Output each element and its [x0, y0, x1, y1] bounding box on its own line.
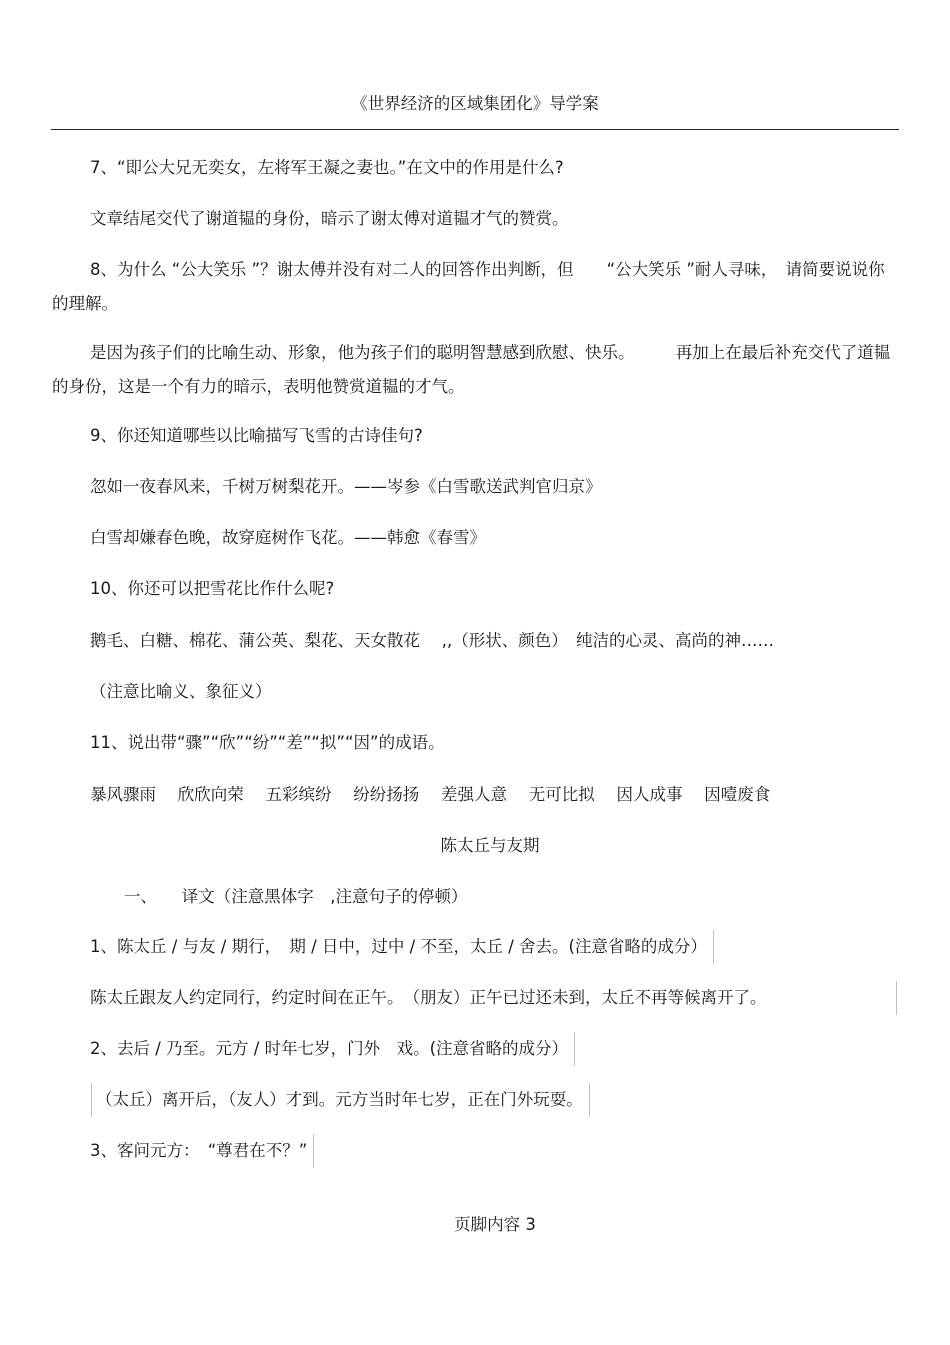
- answer-10-line-2: （注意比喻义、象征义）: [90, 682, 272, 701]
- section-1-heading: 一、 译文（注意黑体字 ,注意句子的停顿）: [124, 887, 468, 906]
- answer-9-poem-2: 白雪却嫌春色晚，故穿庭树作飞花。——韩愈《春雪》: [90, 528, 486, 547]
- answer-7: 文章结尾交代了谢道韫的身份，暗示了谢太傅对道韫才气的赞赏。: [90, 209, 569, 228]
- answer-11-idioms: 暴风骤雨 欣欣向荣 五彩缤纷 纷纷扬扬 差强人意 无可比拟 因人成事 因噎废食: [90, 785, 771, 804]
- answer-10-line-1: 鹅毛、白糖、棉花、蒲公英、梨花、天女散花 ,,（形状、颜色） 纯洁的心灵、高尚的神……: [90, 631, 774, 650]
- question-8: 8、为什么 “公大笑乐 ”？谢太傅并没有对二人的回答作出判断，但 “公大笑乐 ”耐人寻味， 请简要说说你的理解。: [52, 260, 885, 313]
- question-10: 10、你还可以把雪花比作什么呢?: [90, 579, 335, 598]
- question-11: 11、说出带“骤”“欣”“纷”“差”“拟”“因”的成语。: [90, 733, 445, 752]
- sentence-2-original: 2、去后 / 乃至。元方 / 时年七岁，门外 戏。(注意省略的成分）: [90, 1032, 575, 1066]
- question-9: 9、你还知道哪些以比喻描写飞雪的古诗佳句?: [90, 426, 423, 445]
- sentence-1-translation: 陈太丘跟友人约定同行，约定时间在正午。 （朋友）正午已过还未到，太丘不再等候离开了。: [90, 981, 897, 1015]
- answer-8: 是因为孩子们的比喻生动、形象，他为孩子们的聪明智慧感到欣慰、快乐。 再加上在最后补充交代了道韫的身份，这是一个有力的暗示，表明他赞赏道韫的才气。: [52, 343, 891, 396]
- sentence-1-original: 1、陈太丘 / 与友 / 期行， 期 / 日中，过中 / 不至，太丘 / 舍去。(注意省略的成分）: [90, 930, 714, 964]
- page-footer: 页脚内容 3: [454, 1215, 536, 1234]
- sentence-3-original: 3、客问元方： “尊君在不？”: [90, 1134, 314, 1168]
- answer-9-poem-1: 忽如一夜春风来，千树万树梨花开。——岑参《白雪歌送武判官归京》: [90, 477, 602, 496]
- question-7: 7、“即公大兄无奕女，左将军王凝之妻也。”在文中的作用是什么?: [90, 158, 564, 177]
- document-header-title: 《世界经济的区域集团化》导学案: [351, 94, 599, 113]
- header-rule: [51, 129, 899, 130]
- sentence-2-translation: （太丘）离开后，（友人）才到。元方当时年七岁，正在门外玩耍。: [91, 1083, 590, 1117]
- section-title: 陈太丘与友期: [440, 836, 540, 855]
